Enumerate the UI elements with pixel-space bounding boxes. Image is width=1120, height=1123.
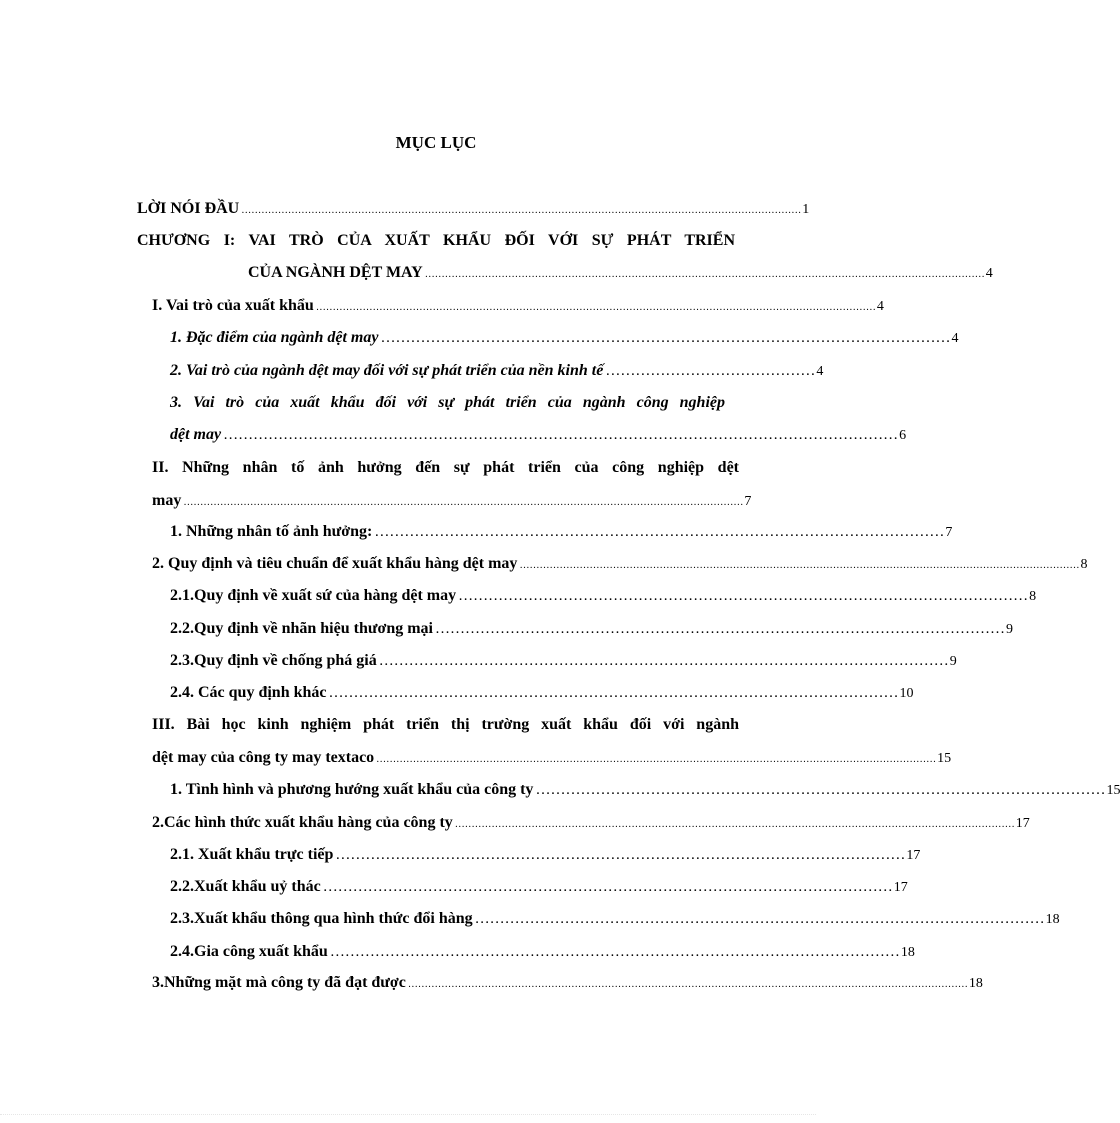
toc-page-number: 4 xyxy=(816,364,824,379)
toc-entry-2-2-4[interactable] xyxy=(170,682,914,705)
toc-entry-3-2-2[interactable] xyxy=(170,876,908,899)
toc-entry-section-1[interactable] xyxy=(152,295,884,319)
toc-entry-1-1[interactable] xyxy=(170,327,959,350)
toc-entry-label: 2.3.Xuất khẩu thông qua hình thức đổi hàng xyxy=(170,910,473,927)
toc-page-number: 8 xyxy=(1029,589,1037,604)
dot-leader: …………………………………… xyxy=(605,363,816,379)
toc-entry-3-2-1[interactable] xyxy=(170,844,921,867)
toc-entry-chapter-1-line1[interactable]: CHƯƠNG I: VAI TRÒ CỦA XUẤT KHẨU ĐỐI VỚI SỰ PHÁT TRIỂN xyxy=(137,232,735,249)
toc-page-number: 4 xyxy=(951,331,959,346)
toc-entry-2-2[interactable] xyxy=(152,553,1088,577)
toc-entry-label: dệt may xyxy=(170,426,222,443)
toc-entry-label: 2.2.Quy định về nhãn hiệu thương mại xyxy=(170,620,433,637)
toc-entry-section-2[interactable] xyxy=(152,490,752,514)
toc-entry-label: 2.1. Xuất khẩu trực tiếp xyxy=(170,846,334,863)
toc-entry-1-2[interactable] xyxy=(170,360,824,383)
toc-entry-label: 2.Các hình thức xuất khẩu hàng của công ty xyxy=(152,814,453,831)
toc-page-number: 10 xyxy=(899,686,914,701)
dot-leader: …………………………………………………………………………………………………………………………………………………… xyxy=(183,497,744,508)
toc-page-number: 1 xyxy=(802,202,810,217)
toc-entry-2-2-2[interactable] xyxy=(170,618,1013,641)
dot-leader: …………………………………………………………………………………………………… xyxy=(380,330,951,346)
toc-entry-2-2-1[interactable] xyxy=(170,585,1037,608)
toc-page-number: 18 xyxy=(900,945,915,960)
toc-entry-label: 2.1.Quy định về xuất sứ của hàng dệt may xyxy=(170,587,457,604)
dot-leader: …………………………………………………………………………………………………… xyxy=(434,621,1005,637)
toc-entry-label: 2.4. Các quy định khác xyxy=(170,684,327,701)
toc-entry-label: LỜI NÓI ĐẦU xyxy=(137,200,240,217)
toc-entry-2-1[interactable] xyxy=(170,521,953,544)
toc-page-number: 6 xyxy=(899,428,907,443)
toc-entry-label: 1. Những nhân tố ảnh hưởng: xyxy=(170,523,373,540)
dot-leader: …………………………………………………………………………………………………………………………………………………… xyxy=(241,205,802,216)
dot-leader: …………………………………………………………………………………………………………………………………………………… xyxy=(407,979,968,990)
toc-entry-3-3[interactable] xyxy=(152,972,983,996)
toc-page-number: 17 xyxy=(1015,816,1030,831)
toc-page-number: 4 xyxy=(985,266,993,281)
toc-page-number: 9 xyxy=(949,654,957,669)
dot-leader: …………………………………………………………………………………………………… xyxy=(535,782,1106,798)
toc-entry-label: I. Vai trò của xuất khẩu xyxy=(152,297,314,314)
dot-leader: …………………………………………………………………………………………………… xyxy=(474,911,1045,927)
toc-entry-2-2-3[interactable] xyxy=(170,650,957,673)
dot-leader: …………………………………………………………………………………………………………………………………………………… xyxy=(454,819,1015,830)
dot-leader: …………………………………………………………………………………………………… xyxy=(374,524,945,540)
toc-entry-3-2-3[interactable] xyxy=(170,908,1060,931)
toc-entry-label: 2.2.Xuất khẩu uỷ thác xyxy=(170,878,321,895)
toc-entry-label: 2. Vai trò của ngành dệt may đối với sự phát triển của nền kinh tế xyxy=(170,362,604,379)
dot-leader: …………………………………………………………………………………………………………………………………………………… xyxy=(376,754,937,765)
toc-page-number: 15 xyxy=(1106,783,1120,798)
toc-page-number: 7 xyxy=(945,525,953,540)
dot-leader: …………………………………………………………………………………………………………………………………………………… xyxy=(315,302,876,313)
toc-page-number: 17 xyxy=(893,880,908,895)
toc-entry-label: 1. Tình hình và phương hướng xuất khẩu của công ty xyxy=(170,781,534,798)
page-footer-divider xyxy=(0,1114,816,1115)
toc-entry-section-3[interactable] xyxy=(152,747,952,771)
toc-page-number: 9 xyxy=(1005,622,1013,637)
toc-page-number: 15 xyxy=(937,751,952,766)
dot-leader: …………………………………………………………………………………………………… xyxy=(328,685,899,701)
dot-leader: …………………………………………………………………………………………………………………………………………………… xyxy=(519,560,1080,571)
toc-page-number: 18 xyxy=(1045,912,1060,927)
toc-entry-3-2-4[interactable] xyxy=(170,941,915,964)
toc-entry-chapter-1[interactable] xyxy=(248,262,993,286)
page-title: MỤC LỤC xyxy=(395,133,477,152)
toc-entry-label: dệt may của công ty may textaco xyxy=(152,749,375,766)
toc-entry-3-1[interactable] xyxy=(170,779,1120,802)
toc-page-number: 18 xyxy=(968,976,983,991)
toc-entry-label: CỦA NGÀNH DỆT MAY xyxy=(248,264,423,281)
dot-leader: ……………………………………………………………………………………………………………………… xyxy=(223,427,899,443)
toc-entry-1-3[interactable] xyxy=(170,424,907,447)
dot-leader: …………………………………………………………………………………………………………………………………………………… xyxy=(424,269,985,280)
dot-leader: …………………………………………………………………………………………………… xyxy=(335,847,906,863)
dot-leader: …………………………………………………………………………………………………… xyxy=(378,653,949,669)
toc-page-number: 7 xyxy=(744,494,752,509)
toc-entry-label: 2.4.Gia công xuất khẩu xyxy=(170,943,328,960)
toc-entry-1-3-line1[interactable]: 3. Vai trò của xuất khẩu đối với sự phát triển của ngành công nghiệp xyxy=(170,394,725,411)
toc-page-number: 8 xyxy=(1080,557,1088,572)
toc-page-number: 4 xyxy=(876,299,884,314)
toc-entry-label: 1. Đặc điểm của ngành dệt may xyxy=(170,329,379,346)
toc-entry-label: 2. Quy định và tiêu chuẩn để xuất khẩu hàng dệt may xyxy=(152,555,518,572)
toc-page-number: 17 xyxy=(906,848,921,863)
toc-entry-label: may xyxy=(152,492,182,509)
toc-entry-section-2-line1[interactable]: II. Những nhân tố ảnh hưởng đến sự phát triển của công nghiệp dệt xyxy=(152,459,739,476)
dot-leader: …………………………………………………………………………………………………… xyxy=(322,879,893,895)
toc-entry-label: 3.Những mặt mà công ty đã đạt được xyxy=(152,974,406,991)
toc-entry-preface[interactable] xyxy=(137,198,810,222)
dot-leader: …………………………………………………………………………………………………… xyxy=(329,944,900,960)
toc-entry-label: 2.3.Quy định về chống phá giá xyxy=(170,652,377,669)
toc-entry-section-3-line1[interactable]: III. Bài học kinh nghiệm phát triển thị trường xuất khẩu đối với ngành xyxy=(152,716,739,733)
dot-leader: …………………………………………………………………………………………………… xyxy=(458,588,1029,604)
toc-entry-3-2[interactable] xyxy=(152,812,1030,836)
